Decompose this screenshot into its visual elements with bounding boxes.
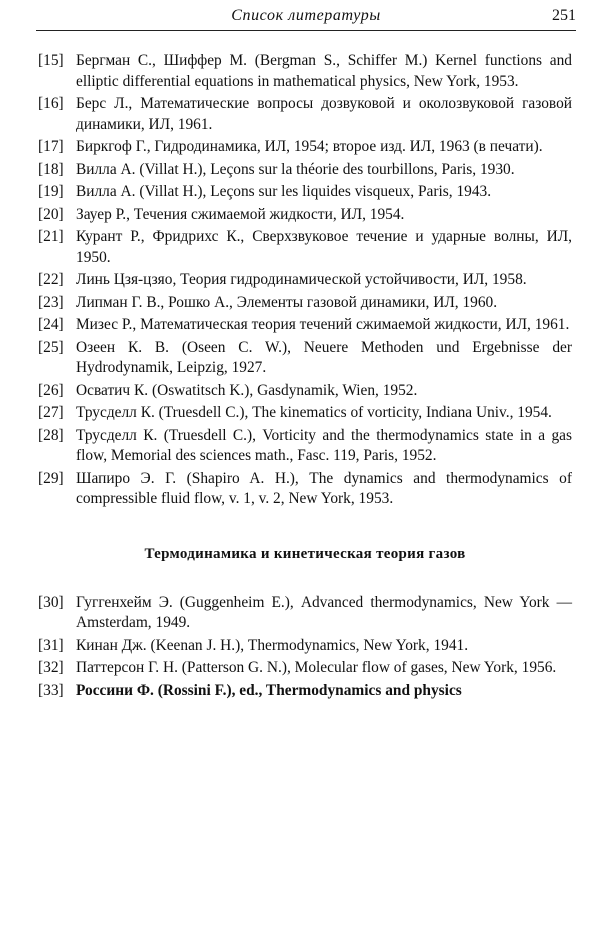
reference-text: Вилла А. (Villat H.), Leçons sur les liquides visqueux, Paris, 1943. [76, 183, 492, 200]
reference-item [38, 338, 572, 379]
reference-text: Кинан Дж. (Keenan J. H.), Thermodynamics, New York, 1941. [76, 636, 469, 654]
reference-item [38, 315, 572, 336]
reference-item [38, 403, 572, 424]
reference-number: [15] [38, 52, 64, 69]
running-head [36, 0, 576, 31]
reference-text: Мизес Р., Математическая теория течений сжимаемой жидкости, ИЛ, 1961. [76, 316, 570, 333]
reference-item [38, 51, 572, 92]
reference-item [38, 205, 572, 226]
reference-item [38, 94, 572, 135]
reference-item [38, 381, 572, 402]
reference-number: [30] [38, 593, 64, 611]
reference-number: [18] [38, 160, 64, 178]
reference-number: [33] [38, 681, 64, 699]
reference-text: Биркгоф Г., Гидродинамика, ИЛ, 1954; второе изд. ИЛ, 1963 (в печати). [76, 138, 543, 155]
reference-number: [23] [38, 293, 64, 311]
reference-number: [25] [38, 338, 64, 356]
reference-text: Осватич К. (Oswatitsch K.), Gasdynamik, Wien, 1952. [76, 381, 418, 399]
reference-text: Гуггенхейм Э. (Guggenheim E.), Advanced thermodynamics, New York — Amsterdam, 1949. [76, 593, 572, 631]
reference-text: Линь Цзя-цзяо, Теория гидродинамической устойчивости, ИЛ, 1958. [76, 271, 527, 288]
reference-text: Вилла А. (Villat H.), Leçons sur la théorie des tourbillons, Paris, 1930. [76, 160, 515, 178]
reference-number: [16] [38, 95, 64, 112]
reference-number: [32] [38, 659, 64, 676]
reference-item [38, 270, 572, 291]
reference-number: [20] [38, 205, 64, 223]
reference-text: Паттерсон Г. Н. (Patterson G. N.), Molecular flow of gases, New York, 1956. [76, 659, 557, 676]
reference-item [38, 658, 572, 679]
running-title: Список литературы [231, 7, 381, 24]
reference-text: Зауер Р., Течения сжимаемой жидкости, ИЛ, 1954. [76, 205, 405, 223]
reference-text: Трусделл К. (Truesdell C.), The kinematics of vorticity, Indiana Univ., 1954. [76, 404, 552, 421]
reference-list [38, 51, 572, 510]
reference-number: [22] [38, 271, 64, 288]
section-heading: Термодинамика и кинетическая теория газов [144, 545, 466, 562]
reference-item [38, 182, 572, 203]
reference-item [38, 593, 572, 634]
reference-number: [28] [38, 426, 64, 444]
reference-text: Шапиро Э. Г. (Shapiro A. H.), The dynamics and thermodynamics of compressible fluid flow, v. 1, v. 2, New York, 1953. [76, 469, 572, 507]
reference-text: Россини Ф. (Rossini F.), ed., Thermodynamics and physics [76, 681, 462, 699]
reference-item [38, 293, 572, 314]
page-number: 251 [552, 7, 576, 24]
reference-item [38, 426, 572, 467]
reference-number: [19] [38, 183, 64, 200]
reference-item [38, 160, 572, 181]
reference-number: [26] [38, 381, 64, 399]
reference-number: [29] [38, 469, 64, 487]
reference-item [38, 636, 572, 657]
reference-number: [27] [38, 404, 64, 421]
reference-list-thermodynamics [38, 593, 572, 702]
reference-number: [21] [38, 228, 64, 245]
reference-item [38, 469, 572, 510]
reference-item [38, 137, 572, 158]
reference-text: Курант Р., Фридрихс К., Сверхзвуковое течение и ударные волны, ИЛ, 1950. [76, 228, 572, 266]
reference-text: Липман Г. В., Рошко А., Элементы газовой динамики, ИЛ, 1960. [76, 293, 498, 311]
reference-text: Берс Л., Математические вопросы дозвуковой и околозвуковой газовой динамики, ИЛ, 1961. [76, 95, 572, 133]
reference-text: Трусделл К. (Truesdell C.), Vorticity and the thermodynamics state in a gas flow, Memorial des sciences math., Fasc. 119, Paris, 1952. [76, 426, 572, 464]
reference-text: Озеен К. В. (Oseen C. W.), Neuere Methoden und Ergebnisse der Hydrodynamik, Leipzig, 1927. [76, 338, 572, 376]
reference-text: Бергман С., Шиффер М. (Bergman S., Schiffer M.) Kernel functions and elliptic differential equations in mathematical physics, New York, 1953. [76, 52, 572, 90]
reference-item [38, 227, 572, 268]
reference-number: [24] [38, 316, 64, 333]
reference-number: [31] [38, 636, 64, 654]
reference-number: [17] [38, 138, 64, 155]
reference-item [38, 681, 572, 702]
